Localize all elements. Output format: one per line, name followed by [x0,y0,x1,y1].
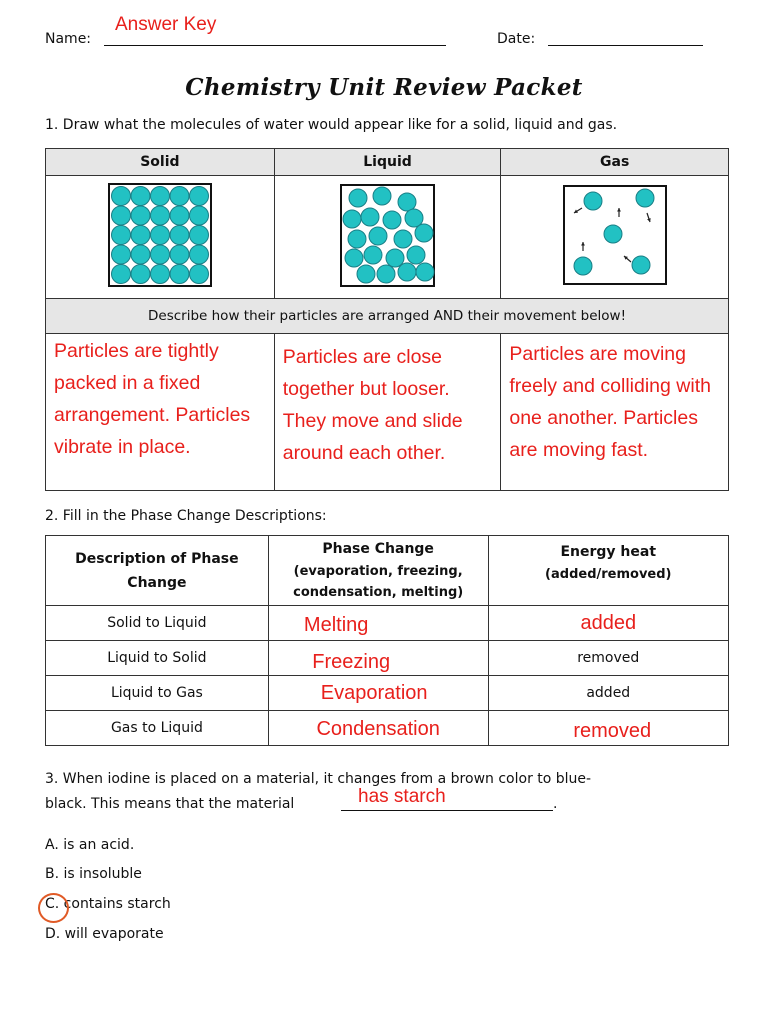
solid-particle [170,226,189,245]
solid-particle [111,226,130,245]
column-header-liquid: Liquid [274,149,501,176]
header-phase-change-label: Phase Change [322,541,434,557]
solid-particle [150,206,169,225]
solid-particle [189,206,208,225]
phase-change-answer: Evaporation [320,681,428,704]
liquid-particle [373,187,391,205]
liquid-particle [343,210,361,228]
gas-particle [584,192,602,210]
table-row [46,711,729,746]
liquid-particle [369,227,387,245]
row-description: Liquid to Gas [46,676,269,711]
option-b: B. is insoluble [45,866,142,882]
gas-particle [632,256,650,274]
solid-particle [189,226,208,245]
solid-particle [170,187,189,206]
liquid-particle [345,249,363,267]
option-c: C. contains starch [45,896,171,912]
row-energy [488,676,728,711]
solid-particle [111,206,130,225]
solid-particle [189,187,208,206]
header-phase-change-sub: (evaporation, freezing, condensation, melting) [293,564,464,600]
energy-value: removed [577,650,640,666]
solid-answer-cell [46,334,275,491]
liquid-particle [364,246,382,264]
column-header-solid: Solid [46,149,275,176]
liquid-particle [357,265,375,283]
energy-value: added [586,685,631,701]
option-d: D. will evaporate [45,926,164,942]
phase-change-table [45,535,729,746]
gas-particles-diagram [563,185,667,285]
row-energy [488,606,728,641]
table-row [46,641,729,676]
row-energy [488,711,728,746]
solid-particle [131,187,150,206]
row-phase-change [268,606,488,641]
solid-particle [150,265,169,284]
question-3-prompt-line1: 3. When iodine is placed on a material, it changes from a brown color to blue- [45,771,592,787]
solid-particle [111,265,130,284]
solid-particle [170,206,189,225]
solid-answer: Particles are tightly packed in a fixed arrangement. Particles vibrate in place. [54,340,251,458]
page-title: Chemistry Unit Review Packet [185,74,583,101]
liquid-particle [383,211,401,229]
solid-particles-diagram [108,183,212,287]
header-description [46,536,269,606]
liquid-particle [349,189,367,207]
describe-prompt: Describe how their particles are arranged AND their movement below! [46,299,729,334]
phase-change-answer: Melting [303,613,369,636]
liquid-particle [416,263,434,281]
solid-particle [170,245,189,264]
row-phase-change [268,641,488,676]
question-3-prompt-line2: black. This means that the material [45,796,295,812]
liquid-particle [348,230,366,248]
question-1-prompt: 1. Draw what the molecules of water would appear like for a solid, liquid and gas. [45,117,618,133]
row-description: Gas to Liquid [46,711,269,746]
option-a: A. is an acid. [45,837,135,853]
gas-answer-cell [501,334,729,491]
column-header-gas: Gas [501,149,729,176]
row-description: Solid to Liquid [46,606,269,641]
liquid-particle [386,249,404,267]
header-description-label: Description of Phase Change [75,550,239,591]
liquid-particle [407,246,425,264]
solid-particle [111,187,130,206]
table-row [46,606,729,641]
period: . [553,796,558,812]
motion-arrowhead [617,208,621,212]
solid-particle [189,245,208,264]
solid-particle [150,245,169,264]
blank-answer: has starch [358,786,446,807]
header-energy [488,536,728,606]
gas-particle [636,189,654,207]
row-phase-change [268,676,488,711]
solid-particle [131,226,150,245]
phase-change-answer: Condensation [316,717,440,740]
name-label: Name: [45,31,92,47]
energy-answer: added [580,611,637,634]
solid-particle [150,226,169,245]
liquid-answer: Particles are close together but looser. They move and slide around each other. [282,346,463,464]
row-phase-change [268,711,488,746]
liquid-diagram-cell [274,176,501,299]
date-line [548,45,703,46]
gas-diagram-cell [501,176,729,299]
solid-particle [111,245,130,264]
solid-particle [131,245,150,264]
energy-answer: removed [573,719,652,742]
liquid-particle [398,193,416,211]
solid-particle [150,187,169,206]
gas-particle [604,225,622,243]
liquid-particle [398,263,416,281]
liquid-answer-cell [274,334,501,491]
phase-change-answer: Freezing [312,650,391,673]
liquid-particle [394,230,412,248]
liquid-particle [415,224,433,242]
answer-blank-line [341,810,553,811]
liquid-particle [361,208,379,226]
solid-particle [189,265,208,284]
name-line [104,45,446,46]
selected-answer-circle [38,893,69,923]
date-label: Date: [497,31,536,47]
header-energy-label: Energy heat [560,544,657,560]
row-energy [488,641,728,676]
header-phase-change [268,536,488,606]
gas-particle [574,257,592,275]
solid-diagram-cell [46,176,275,299]
header-energy-sub: (added/removed) [545,567,672,582]
states-of-matter-table [45,148,729,491]
gas-answer: Particles are moving freely and colliding with one another. Particles are moving fast. [509,343,711,461]
liquid-particle [377,265,395,283]
table-row [46,676,729,711]
motion-arrowhead [581,242,585,246]
question-2-prompt: 2. Fill in the Phase Change Descriptions: [45,508,327,524]
solid-particle [131,265,150,284]
solid-particle [131,206,150,225]
liquid-particles-diagram [340,184,435,287]
name-answer: Answer Key [115,14,217,35]
row-description: Liquid to Solid [46,641,269,676]
solid-particle [170,265,189,284]
